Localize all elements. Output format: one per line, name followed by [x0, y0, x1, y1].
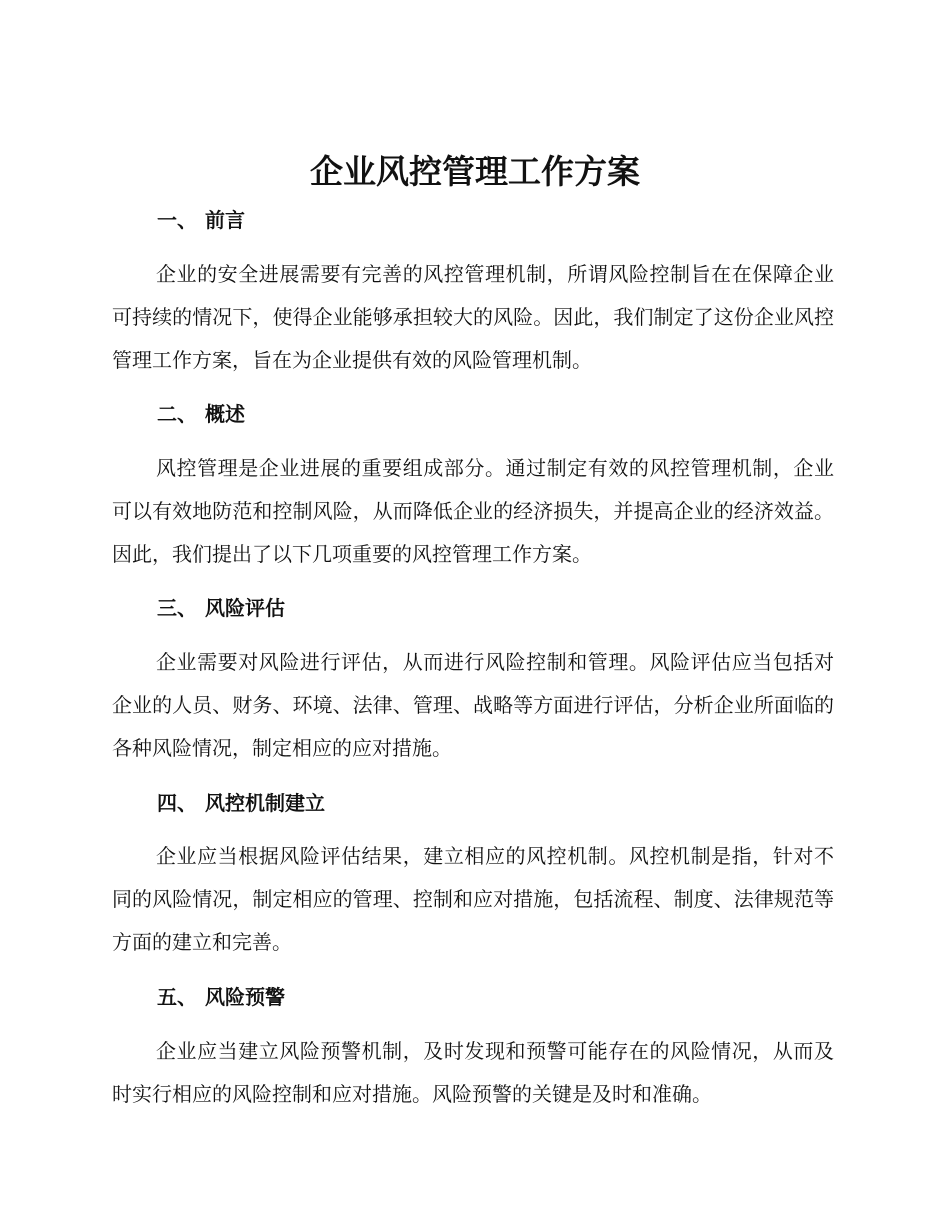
- section-heading-text: 风险预警: [205, 985, 285, 1009]
- section-heading-5: [157, 982, 285, 1012]
- section-heading-text: 风控机制建立: [205, 791, 325, 815]
- section-number: 四、: [157, 791, 197, 815]
- section-body-5: 企业应当建立风险预警机制，及时发现和预警可能存在的风险情况，从而及时实行相应的风险控制和应对措施。风险预警的关键是及时和准确。: [112, 1039, 834, 1106]
- section-heading-2: [157, 399, 245, 429]
- section-number: 二、: [157, 402, 197, 426]
- section-number: 一、: [157, 208, 197, 232]
- section-number: 三、: [157, 596, 197, 620]
- section-body-3: 企业需要对风险进行评估，从而进行风险控制和管理。风险评估应当包括对企业的人员、财务、环境、法律、管理、战略等方面进行评估，分析企业所面临的各种风险情况，制定相应的应对措施。: [112, 650, 834, 760]
- section-number: 五、: [157, 985, 197, 1009]
- section-body-4: 企业应当根据风险评估结果，建立相应的风控机制。风控机制是指，针对不同的风险情况，制定相应的管理、控制和应对措施，包括流程、制度、法律规范等方面的建立和完善。: [112, 844, 834, 954]
- section-heading-1: [157, 205, 245, 235]
- section-heading-text: 前言: [205, 208, 245, 232]
- section-heading-text: 概述: [205, 402, 245, 426]
- document-title: 企业风控管理工作方案: [310, 152, 640, 191]
- section-body-2: 风控管理是企业进展的重要组成部分。通过制定有效的风控管理机制，企业可以有效地防范和控制风险，从而降低企业的经济损失，并提高企业的经济效益。因此，我们提出了以下几项重要的风控管理工作方案。: [112, 456, 834, 566]
- section-body-1: 企业的安全进展需要有完善的风控管理机制，所谓风险控制旨在在保障企业可持续的情况下，使得企业能够承担较大的风险。因此，我们制定了这份企业风控管理工作方案，旨在为企业提供有效的风险管理机制。: [112, 262, 834, 372]
- section-heading-3: [157, 593, 285, 623]
- section-heading-4: [157, 788, 325, 818]
- section-heading-text: 风险评估: [205, 596, 285, 620]
